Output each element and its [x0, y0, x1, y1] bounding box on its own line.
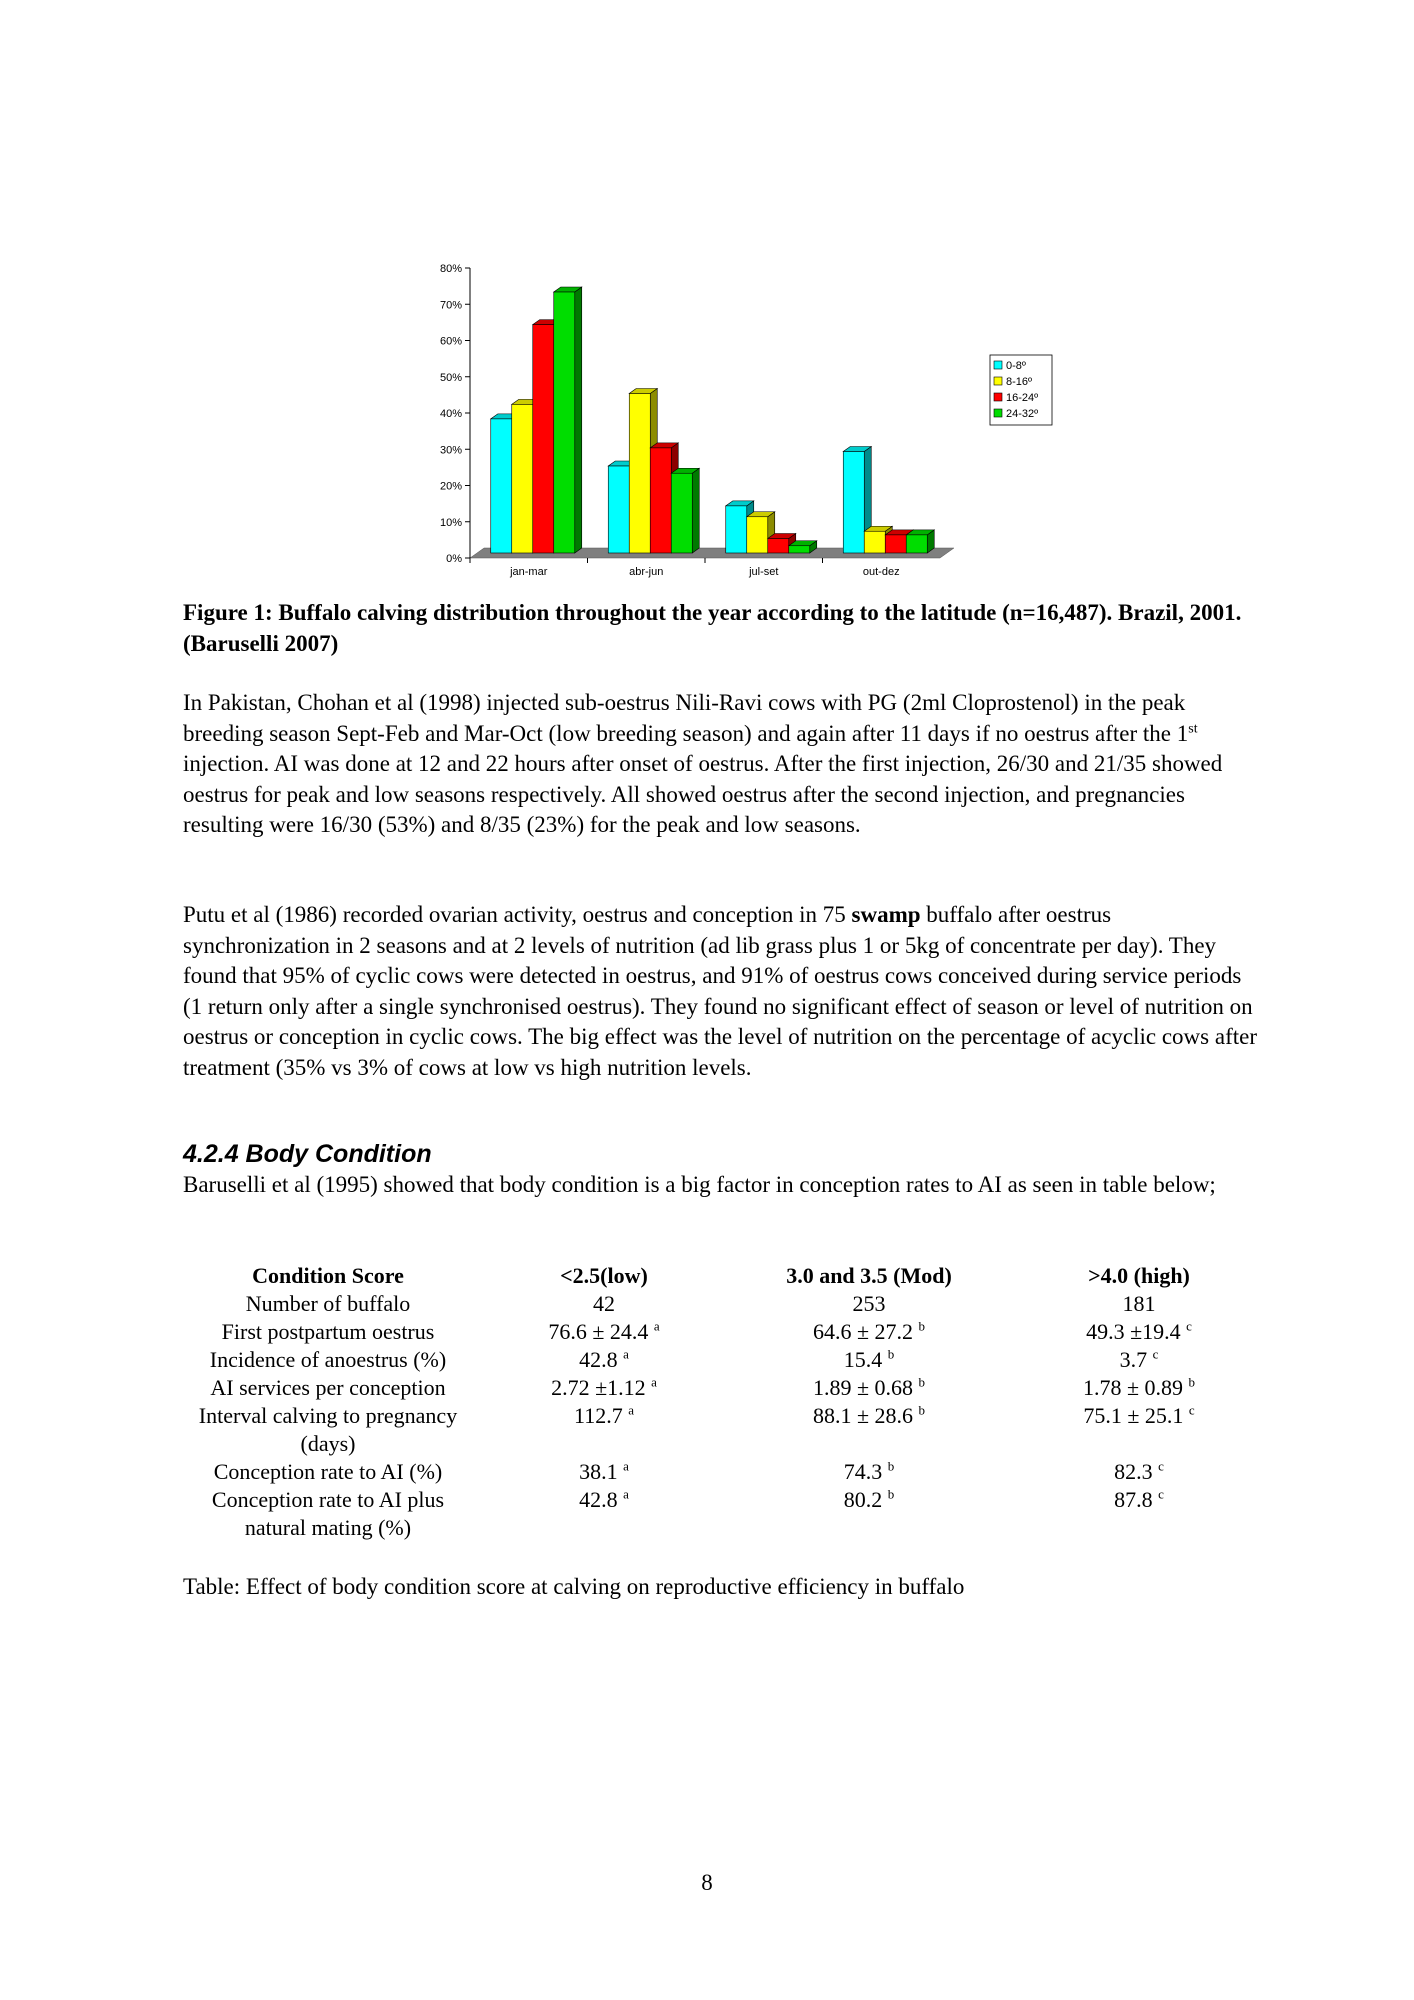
cell-value: 3.7 — [1119, 1347, 1153, 1372]
table-cell — [735, 1402, 1003, 1458]
row-label: Conception rate to AI plus natural mating (%) — [211, 1487, 445, 1540]
table-header: <2.5(low) — [560, 1263, 648, 1288]
calving-distribution-chart — [420, 240, 1100, 600]
bar-side — [575, 287, 582, 553]
cell-value: 76.6 ± 24.4 — [548, 1319, 654, 1344]
cell-value: 75.1 ± 25.1 — [1083, 1403, 1189, 1428]
y-tick-label: 30% — [439, 444, 462, 457]
significance-superscript: a — [623, 1486, 629, 1502]
row-label: First postpartum oestrus — [221, 1319, 435, 1344]
superscript: st — [1188, 720, 1198, 736]
y-tick-label: 40% — [439, 408, 462, 420]
significance-superscript: b — [887, 1458, 895, 1474]
page-number: 8 — [701, 1870, 713, 1895]
cell-value: 42 — [593, 1291, 615, 1316]
bar — [789, 546, 810, 553]
cell-value: 38.1 — [579, 1459, 624, 1484]
table-header-row — [183, 1262, 1275, 1290]
significance-superscript: a — [623, 1346, 629, 1362]
table-cell — [735, 1318, 1003, 1346]
significance-superscript: b — [887, 1486, 895, 1502]
significance-superscript: c — [1186, 1318, 1192, 1334]
y-tick-label: 10% — [439, 516, 462, 529]
legend-swatch — [994, 361, 1002, 369]
bar-side — [692, 468, 699, 553]
bar — [906, 535, 927, 553]
x-tick-label: abr-jun — [629, 566, 664, 578]
bar — [671, 473, 692, 553]
cell-value: 64.6 ± 27.2 — [812, 1319, 919, 1344]
legend-label: 8-16º — [1006, 376, 1033, 388]
table-cell — [1003, 1402, 1275, 1458]
cell-value: 42.8 — [579, 1347, 624, 1372]
table-caption: Table: Effect of body condition score at calving on reproductive efficiency in buffalo — [183, 1574, 965, 1599]
table-header: 3.0 and 3.5 (Mod) — [786, 1263, 952, 1288]
legend-swatch — [994, 409, 1002, 417]
table-cell — [473, 1318, 735, 1346]
significance-superscript: b — [918, 1374, 926, 1390]
table-cell — [473, 1290, 735, 1318]
table-cell — [1003, 1486, 1275, 1542]
significance-superscript: a — [653, 1318, 660, 1334]
paragraph-baruselli: Baruselli et al (1995) showed that body condition is a big factor in conception rates to AI as seen in table below; — [183, 1172, 1216, 1197]
legend-label: 24-32º — [1006, 408, 1039, 420]
row-label: Conception rate to AI (%) — [213, 1459, 443, 1484]
table-cell — [735, 1458, 1003, 1486]
table-cell — [1003, 1458, 1275, 1486]
table-cell — [473, 1374, 735, 1402]
row-label: Incidence of anoestrus (%) — [209, 1347, 447, 1372]
cell-value: 82.3 — [1114, 1459, 1159, 1484]
significance-superscript: a — [623, 1458, 629, 1474]
table-row — [183, 1318, 1275, 1346]
bold-text: swamp — [851, 902, 921, 927]
significance-superscript: a — [628, 1402, 634, 1418]
cell-value: 87.8 — [1114, 1487, 1159, 1512]
bar — [533, 325, 554, 553]
significance-superscript: b — [918, 1318, 926, 1334]
x-tick-label: jul-set — [749, 566, 779, 578]
significance-superscript: c — [1158, 1486, 1164, 1502]
bar — [726, 506, 747, 553]
significance-superscript: b — [887, 1346, 895, 1362]
table-cell — [735, 1374, 1003, 1402]
table-cell — [1003, 1318, 1275, 1346]
cell-value: 1.89 ± 0.68 — [812, 1375, 919, 1400]
paragraph-text: buffalo after oestrus synchronization in 2 seasons and at 2 levels of nutrition (ad lib grass plus 1 or 5kg of concentrate per day). They found that 95% of cyclic cows were detected in oestrus, and 91% of oestrus cows conceived during service periods (1 return only after a single synchronised oestrus). They found no significant effect of season or level of nutrition on oestrus or conception in cyclic cows. The big effect was the level of nutrition on the percentage of acyclic cows after treatment (35% vs 3% of cows at low vs high nutrition levels. — [183, 902, 1257, 1080]
bar — [885, 535, 906, 553]
table-cell — [735, 1486, 1003, 1542]
bar — [768, 539, 789, 554]
paragraph-text: In Pakistan, Chohan et al (1998) injected sub-oestrus Nili-Ravi cows with PG (2ml Cloprostenol) in the peak breeding season Sept-Feb and Mar-Oct (low breeding season) and again after 11 days if no oestrus after the 1 — [183, 690, 1189, 746]
table-row — [183, 1346, 1275, 1374]
table-cell — [1003, 1290, 1275, 1318]
cell-value: 253 — [852, 1291, 886, 1316]
significance-superscript: b — [1188, 1374, 1196, 1390]
x-tick-label: out-dez — [862, 566, 900, 578]
paragraph-putu — [183, 900, 1263, 1083]
legend-swatch — [994, 393, 1002, 401]
table-cell — [473, 1486, 735, 1542]
table-row — [183, 1486, 1275, 1542]
bar — [747, 517, 768, 553]
significance-superscript: c — [1188, 1402, 1195, 1418]
section-heading: 4.2.4 Body Condition — [183, 1140, 432, 1168]
cell-value: 15.4 — [843, 1347, 888, 1372]
legend-label: 16-24º — [1006, 392, 1039, 404]
table-row — [183, 1290, 1275, 1318]
bar — [629, 394, 650, 554]
row-label: AI services per conception — [210, 1375, 446, 1400]
paragraph-pakistan — [183, 688, 1263, 841]
table-header: >4.0 (high) — [1088, 1263, 1190, 1288]
cell-value: 181 — [1122, 1291, 1156, 1316]
y-tick-label: 60% — [439, 335, 462, 348]
paragraph-text: injection. AI was done at 12 and 22 hours after onset of oestrus. After the first injection, 26/30 and 21/35 showed oestrus for peak and low seasons respectively. All showed oestrus after the second injection, and pregnancies resulting were 16/30 (53%) and 8/35 (23%) for the peak and low seasons. — [183, 751, 1223, 837]
table-cell — [735, 1346, 1003, 1374]
bar — [650, 448, 671, 553]
bar — [554, 292, 575, 553]
table-row — [183, 1374, 1275, 1402]
y-tick-label: 70% — [439, 299, 462, 312]
table-cell — [1003, 1346, 1275, 1374]
cell-value: 80.2 — [843, 1487, 888, 1512]
row-label: Number of buffalo — [245, 1291, 411, 1316]
significance-superscript: b — [918, 1402, 926, 1418]
y-tick-label: 50% — [439, 371, 462, 384]
cell-value: 88.1 ± 28.6 — [812, 1403, 919, 1428]
x-tick-label: jan-mar — [510, 566, 548, 578]
bar — [512, 404, 533, 553]
cell-value: 49.3 ±19.4 — [1086, 1319, 1187, 1344]
bar — [864, 531, 885, 553]
bar — [608, 466, 629, 553]
table-cell — [473, 1346, 735, 1374]
y-tick-label: 80% — [439, 263, 462, 275]
y-tick-label: 20% — [439, 480, 462, 493]
table-row — [183, 1458, 1275, 1486]
y-tick-label: 0% — [446, 553, 462, 565]
table-cell — [473, 1458, 735, 1486]
table-cell — [473, 1402, 735, 1458]
significance-superscript: c — [1152, 1346, 1159, 1362]
table-cell — [735, 1290, 1003, 1318]
cell-value: 2.72 ±1.12 — [551, 1375, 652, 1400]
row-label: Interval calving to pregnancy (days) — [198, 1403, 458, 1456]
table-row — [183, 1402, 1275, 1458]
legend-label: 0-8º — [1006, 360, 1026, 372]
bar — [843, 452, 864, 554]
significance-superscript: a — [651, 1374, 657, 1390]
significance-superscript: c — [1158, 1458, 1164, 1474]
figure-caption: Figure 1: Buffalo calving distribution throughout the year according to the latitude (n=16,487). Brazil, 2001. (Baruselli 2007) — [183, 600, 1242, 656]
paragraph-text: Putu et al (1986) recorded ovarian activity, oestrus and conception in 75 — [183, 902, 852, 927]
cell-value: 74.3 — [843, 1459, 888, 1484]
legend-swatch — [994, 377, 1002, 385]
cell-value: 1.78 ± 0.89 — [1082, 1375, 1189, 1400]
cell-value: 42.8 — [579, 1487, 624, 1512]
table-header: Condition Score — [252, 1263, 404, 1288]
body-condition-table — [183, 1262, 1275, 1542]
bar — [491, 419, 512, 553]
table-cell — [1003, 1374, 1275, 1402]
cell-value: 112.7 — [574, 1403, 629, 1428]
